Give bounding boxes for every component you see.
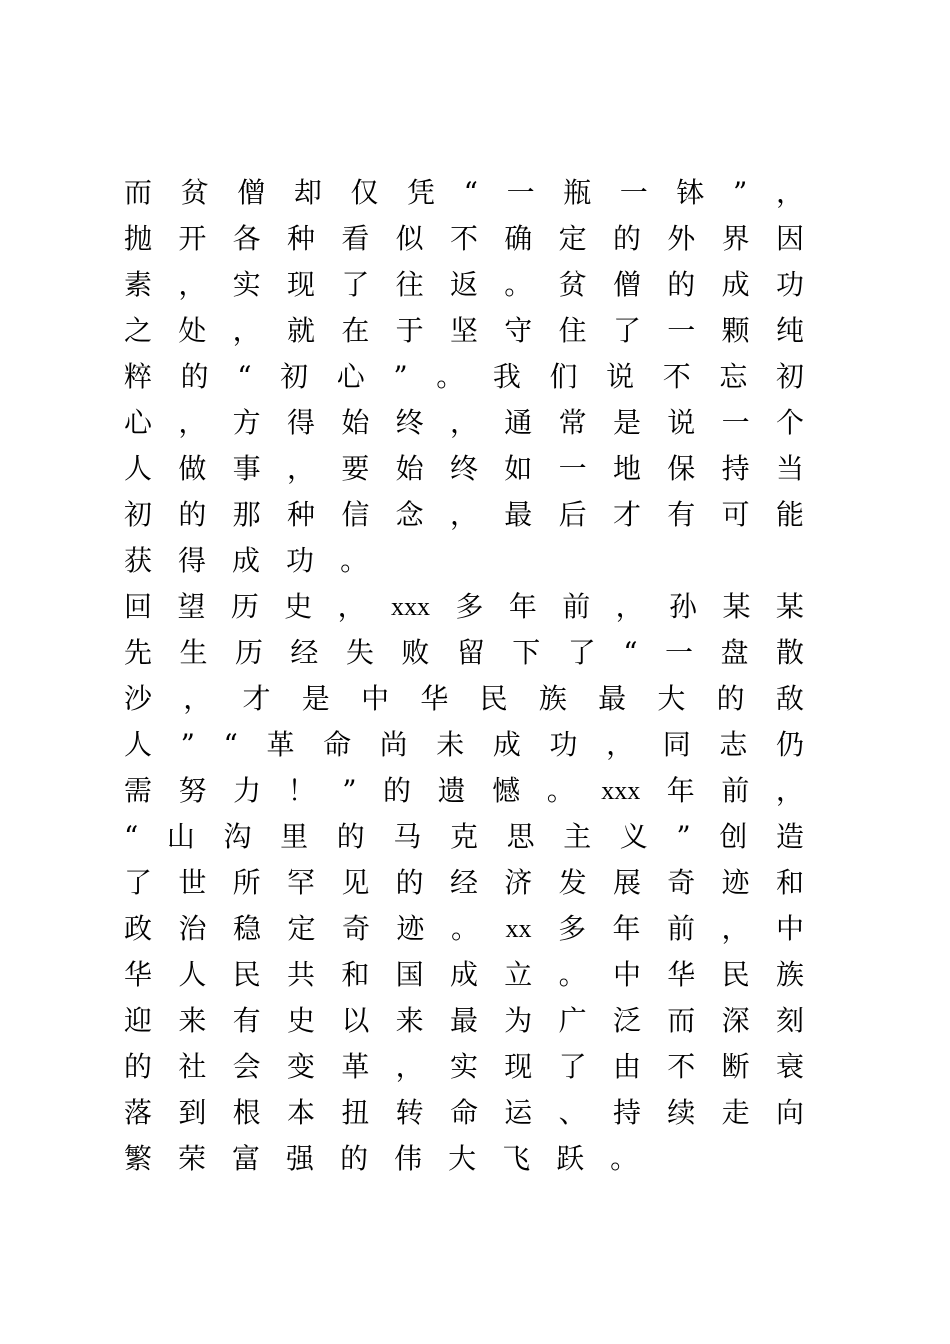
text-char: 做 xyxy=(178,452,207,485)
text-line xyxy=(124,262,804,308)
text-char: 需 xyxy=(124,774,153,807)
text-char: 憾 xyxy=(492,774,521,807)
text-char: 初 xyxy=(124,498,153,531)
text-char: 信 xyxy=(341,498,370,531)
text-char: 同 xyxy=(662,728,691,761)
text-char: 方 xyxy=(232,406,261,439)
text-char: 衰 xyxy=(775,1050,804,1083)
text-char: 罕 xyxy=(286,866,315,899)
text-char: 根 xyxy=(232,1096,261,1129)
text-char: 伟 xyxy=(394,1142,423,1175)
text-char: 成 xyxy=(449,958,478,991)
text-char: 奇 xyxy=(342,912,371,945)
text-char: 续 xyxy=(667,1096,696,1129)
text-char: 开 xyxy=(178,222,207,255)
text-char: 处 xyxy=(178,314,207,347)
text-char: 命 xyxy=(449,1096,478,1129)
text-char: 来 xyxy=(178,1004,207,1037)
text-char: 经 xyxy=(449,866,478,899)
text-char: 始 xyxy=(395,452,424,485)
text-char: 史 xyxy=(284,590,313,623)
text-char: 荣 xyxy=(178,1142,207,1175)
text-char: 、 xyxy=(558,1096,587,1129)
text-char: 前 xyxy=(562,590,591,623)
text-char: 深 xyxy=(721,1004,750,1037)
text-char: 孙 xyxy=(669,590,698,623)
text-char: 华 xyxy=(420,682,449,715)
text-char: 某 xyxy=(775,590,804,623)
text-char: 变 xyxy=(286,1050,315,1083)
text-char: 革 xyxy=(266,728,295,761)
text-char: 社 xyxy=(178,1050,207,1083)
text-char: 僧 xyxy=(612,268,641,301)
text-char: 持 xyxy=(721,452,750,485)
text-char: 中 xyxy=(612,958,641,991)
text-char: 造 xyxy=(775,820,804,853)
text-char: “ xyxy=(237,360,252,393)
text-char: 和 xyxy=(341,958,370,991)
text-char: 历 xyxy=(234,636,263,669)
text-char: 史 xyxy=(286,1004,315,1037)
text-char: 了 xyxy=(558,1050,587,1083)
text-char: 确 xyxy=(504,222,533,255)
text-char: ” xyxy=(676,820,691,853)
text-char: 初 xyxy=(775,360,804,393)
text-char: 主 xyxy=(563,820,592,853)
text-char: ， xyxy=(449,406,478,439)
text-char: 义 xyxy=(619,820,648,853)
text-char: 繁 xyxy=(124,1142,153,1175)
text-line xyxy=(124,768,804,814)
text-char: 沟 xyxy=(223,820,252,853)
text-char: 。 xyxy=(558,958,587,991)
text-char: ” xyxy=(180,728,195,761)
text-char: 思 xyxy=(506,820,535,853)
text-char: ， xyxy=(615,590,644,623)
text-char: 通 xyxy=(504,406,533,439)
text-char: 最 xyxy=(449,1004,478,1037)
text-char: 我 xyxy=(492,360,521,393)
text-char: 有 xyxy=(667,498,696,531)
text-char: 回 xyxy=(124,590,153,623)
text-char: 各 xyxy=(232,222,261,255)
text-char: 。 xyxy=(451,912,480,945)
text-char: 功 xyxy=(775,268,804,301)
text-char: 才 xyxy=(242,682,271,715)
text-char: 志 xyxy=(719,728,748,761)
text-line xyxy=(124,216,804,262)
text-char: 凭 xyxy=(407,176,436,209)
text-char: 落 xyxy=(124,1096,153,1129)
text-char: 多 xyxy=(557,912,586,945)
text-char: 一 xyxy=(667,314,696,347)
text-char: 。 xyxy=(546,774,575,807)
text-line xyxy=(124,1044,804,1090)
text-char: 有 xyxy=(232,1004,261,1037)
text-char: 的 xyxy=(716,682,745,715)
text-line xyxy=(124,492,804,538)
text-char: 留 xyxy=(456,636,485,669)
text-char: 仅 xyxy=(350,176,379,209)
text-char: 立 xyxy=(504,958,533,991)
text-char: 现 xyxy=(286,268,315,301)
text-char: xxx xyxy=(391,592,431,621)
text-char: 仍 xyxy=(775,728,804,761)
text-char: 政 xyxy=(124,912,153,945)
text-char: 走 xyxy=(721,1096,750,1129)
text-char: 住 xyxy=(558,314,587,347)
text-char: 坚 xyxy=(449,314,478,347)
text-char: 贫 xyxy=(558,268,587,301)
text-char: 始 xyxy=(341,406,370,439)
text-char: 说 xyxy=(606,360,635,393)
text-char: 的 xyxy=(178,498,207,531)
text-char: 定 xyxy=(287,912,316,945)
text-char: 国 xyxy=(395,958,424,991)
text-char: 后 xyxy=(558,498,587,531)
text-char: ， xyxy=(775,774,804,807)
text-char: 初 xyxy=(280,360,309,393)
text-line xyxy=(124,584,804,630)
text-char: 返 xyxy=(449,268,478,301)
text-char: 前 xyxy=(721,774,750,807)
text-char: 会 xyxy=(232,1050,261,1083)
text-char: 先 xyxy=(124,636,153,669)
text-char: ” xyxy=(393,360,408,393)
text-char: ， xyxy=(178,268,207,301)
text-char: 来 xyxy=(395,1004,424,1037)
text-char: 遗 xyxy=(437,774,466,807)
text-char: 了 xyxy=(341,268,370,301)
text-char: 得 xyxy=(178,544,207,577)
text-char: 了 xyxy=(567,636,596,669)
text-char: ， xyxy=(606,728,635,761)
text-char: 实 xyxy=(232,268,261,301)
text-char: 能 xyxy=(775,498,804,531)
text-char: 的 xyxy=(124,1050,153,1083)
text-char: 民 xyxy=(721,958,750,991)
text-char: “ xyxy=(463,176,478,209)
text-char: 之 xyxy=(124,314,153,347)
text-char: xx xyxy=(505,914,532,943)
text-char: 了 xyxy=(612,314,641,347)
text-char: 种 xyxy=(286,222,315,255)
text-char: 。 xyxy=(504,268,533,301)
text-char: 而 xyxy=(124,176,153,209)
text-char: 的 xyxy=(180,360,209,393)
text-char: 功 xyxy=(286,544,315,577)
text-char: 。 xyxy=(436,360,465,393)
text-char: 山 xyxy=(166,820,195,853)
text-char: 要 xyxy=(341,452,370,485)
text-line xyxy=(124,1090,804,1136)
text-char: 人 xyxy=(178,958,207,991)
text-char: 以 xyxy=(341,1004,370,1037)
text-char: ， xyxy=(286,452,315,485)
text-char: “ xyxy=(223,728,238,761)
text-char: 忘 xyxy=(719,360,748,393)
text-line xyxy=(124,676,804,722)
text-char: 创 xyxy=(719,820,748,853)
text-char: ” xyxy=(733,176,748,209)
text-char: 念 xyxy=(395,498,424,531)
text-char: 不 xyxy=(667,1050,696,1083)
text-char: 华 xyxy=(124,958,153,991)
text-char: 一 xyxy=(665,636,694,669)
text-char: 民 xyxy=(232,958,261,991)
text-char: 治 xyxy=(178,912,207,945)
text-char: 飞 xyxy=(502,1142,531,1175)
text-line xyxy=(124,354,804,400)
text-char: 盘 xyxy=(720,636,749,669)
text-char: 个 xyxy=(775,406,804,439)
text-char: 生 xyxy=(179,636,208,669)
text-char: 革 xyxy=(341,1050,370,1083)
text-char: 奇 xyxy=(667,866,696,899)
body-text xyxy=(124,170,804,1182)
text-char: ， xyxy=(337,590,366,623)
text-char: ， xyxy=(449,498,478,531)
text-char: 却 xyxy=(293,176,322,209)
text-char: 中 xyxy=(361,682,390,715)
text-char: 才 xyxy=(612,498,641,531)
text-char: 钵 xyxy=(676,176,705,209)
text-char: 而 xyxy=(667,1004,696,1037)
text-char: 跃 xyxy=(556,1142,585,1175)
text-char: ， xyxy=(775,176,804,209)
text-char: 展 xyxy=(612,866,641,899)
text-line xyxy=(124,906,804,952)
text-char: 大 xyxy=(657,682,686,715)
text-char: xxx xyxy=(601,776,641,805)
text-char: 成 xyxy=(721,268,750,301)
text-line xyxy=(124,170,804,216)
text-char: 华 xyxy=(667,958,696,991)
text-char: 为 xyxy=(504,1004,533,1037)
text-char: 尚 xyxy=(379,728,408,761)
text-char: 事 xyxy=(232,452,261,485)
text-line xyxy=(124,998,804,1044)
text-char: 下 xyxy=(512,636,541,669)
text-char: 保 xyxy=(667,452,696,485)
text-char: ， xyxy=(721,912,750,945)
text-char: 最 xyxy=(598,682,627,715)
text-char: 广 xyxy=(558,1004,587,1037)
text-char: 一 xyxy=(619,176,648,209)
text-char: 外 xyxy=(667,222,696,255)
text-char: 可 xyxy=(721,498,750,531)
text-char: 界 xyxy=(721,222,750,255)
text-char: 族 xyxy=(775,958,804,991)
text-char: 人 xyxy=(124,452,153,485)
text-line xyxy=(124,860,804,906)
text-char: 常 xyxy=(558,406,587,439)
text-char: 民 xyxy=(479,682,508,715)
text-line xyxy=(124,446,804,492)
text-char: “ xyxy=(623,636,638,669)
text-char: 共 xyxy=(286,958,315,991)
text-char: 贫 xyxy=(180,176,209,209)
text-char: 未 xyxy=(436,728,465,761)
text-char: “ xyxy=(124,820,139,853)
text-char: 守 xyxy=(504,314,533,347)
text-char: 实 xyxy=(449,1050,478,1083)
text-char: 人 xyxy=(124,728,153,761)
text-char: 败 xyxy=(401,636,430,669)
text-char: 刻 xyxy=(775,1004,804,1037)
text-char: ， xyxy=(178,406,207,439)
text-char: 所 xyxy=(232,866,261,899)
text-char: 粹 xyxy=(124,360,153,393)
text-char: 瓶 xyxy=(563,176,592,209)
text-line xyxy=(124,722,804,768)
text-char: 里 xyxy=(280,820,309,853)
text-char: 由 xyxy=(612,1050,641,1083)
text-char: 当 xyxy=(775,452,804,485)
text-char: 是 xyxy=(612,406,641,439)
text-char: 力 xyxy=(233,774,262,807)
text-char: 成 xyxy=(232,544,261,577)
text-char: 最 xyxy=(504,498,533,531)
text-char: 和 xyxy=(775,866,804,899)
text-char: 的 xyxy=(336,820,365,853)
text-char: 那 xyxy=(232,498,261,531)
text-char: 就 xyxy=(286,314,315,347)
text-char: 因 xyxy=(775,222,804,255)
text-char: 年 xyxy=(508,590,537,623)
text-char: 迎 xyxy=(124,1004,153,1037)
text-char: 转 xyxy=(395,1096,424,1129)
text-char: 沙 xyxy=(124,682,153,715)
text-char: 。 xyxy=(340,544,369,577)
text-char: ， xyxy=(395,1050,424,1083)
text-char: 在 xyxy=(341,314,370,347)
text-char: 看 xyxy=(341,222,370,255)
text-char: 们 xyxy=(549,360,578,393)
text-char: 僧 xyxy=(237,176,266,209)
text-char: 的 xyxy=(340,1142,369,1175)
text-char: 持 xyxy=(612,1096,641,1129)
text-char: 。 xyxy=(610,1142,639,1175)
text-char: 迹 xyxy=(721,866,750,899)
text-char: 的 xyxy=(667,268,696,301)
text-char: 的 xyxy=(383,774,412,807)
text-char: 不 xyxy=(662,360,691,393)
text-char: 发 xyxy=(558,866,587,899)
text-char: 了 xyxy=(124,866,153,899)
text-char: 马 xyxy=(393,820,422,853)
text-char: 多 xyxy=(455,590,484,623)
text-char: 迹 xyxy=(396,912,425,945)
text-char: 定 xyxy=(558,222,587,255)
text-line xyxy=(124,538,804,584)
text-char: 济 xyxy=(504,866,533,899)
text-char: 种 xyxy=(286,498,315,531)
text-char: 功 xyxy=(549,728,578,761)
text-line xyxy=(124,630,804,676)
text-char: 往 xyxy=(395,268,424,301)
text-char: 见 xyxy=(341,866,370,899)
text-char: 运 xyxy=(504,1096,533,1129)
text-char: 终 xyxy=(449,452,478,485)
text-char: 断 xyxy=(721,1050,750,1083)
text-char: 心 xyxy=(336,360,365,393)
text-char: 一 xyxy=(721,406,750,439)
text-char: 获 xyxy=(124,544,153,577)
text-line xyxy=(124,400,804,446)
text-char: 如 xyxy=(504,452,533,485)
text-char: 敌 xyxy=(775,682,804,715)
text-char: 地 xyxy=(612,452,641,485)
text-char: 现 xyxy=(504,1050,533,1083)
text-char: 富 xyxy=(232,1142,261,1175)
text-char: 大 xyxy=(448,1142,477,1175)
text-char: 泛 xyxy=(612,1004,641,1037)
text-char: 向 xyxy=(775,1096,804,1129)
text-char: 不 xyxy=(449,222,478,255)
text-char: 素 xyxy=(124,268,153,301)
text-char: ， xyxy=(232,314,261,347)
text-line xyxy=(124,814,804,860)
text-char: 努 xyxy=(178,774,207,807)
text-line xyxy=(124,1136,804,1182)
text-char: 经 xyxy=(290,636,319,669)
text-char: 克 xyxy=(449,820,478,853)
text-char: 一 xyxy=(506,176,535,209)
text-char: 得 xyxy=(286,406,315,439)
text-char: 的 xyxy=(612,222,641,255)
text-char: 心 xyxy=(124,406,153,439)
text-char: 似 xyxy=(395,222,424,255)
text-char: 抛 xyxy=(124,222,153,255)
text-char: 稳 xyxy=(233,912,262,945)
text-char: 终 xyxy=(395,406,424,439)
text-char: 颗 xyxy=(721,314,750,347)
text-char: 命 xyxy=(323,728,352,761)
text-char: 扭 xyxy=(341,1096,370,1129)
text-char: 于 xyxy=(395,314,424,347)
text-char: 散 xyxy=(775,636,804,669)
text-char: 纯 xyxy=(775,314,804,347)
text-char: 是 xyxy=(301,682,330,715)
text-char: 历 xyxy=(230,590,259,623)
text-char: 说 xyxy=(667,406,696,439)
text-char: 族 xyxy=(538,682,567,715)
text-char: 失 xyxy=(345,636,374,669)
text-char: 望 xyxy=(177,590,206,623)
text-char: 某 xyxy=(722,590,751,623)
text-line xyxy=(124,952,804,998)
text-line xyxy=(124,308,804,354)
text-char: 强 xyxy=(286,1142,315,1175)
text-char: 到 xyxy=(178,1096,207,1129)
text-char: 世 xyxy=(178,866,207,899)
text-char: 年 xyxy=(612,912,641,945)
text-char: ” xyxy=(342,774,357,807)
text-char: 成 xyxy=(492,728,521,761)
text-char: 中 xyxy=(775,912,804,945)
text-char: 一 xyxy=(558,452,587,485)
text-char: 年 xyxy=(666,774,695,807)
text-char: 本 xyxy=(286,1096,315,1129)
text-char: 的 xyxy=(395,866,424,899)
text-char: ！ xyxy=(287,774,316,807)
text-char: 前 xyxy=(666,912,695,945)
text-char: ， xyxy=(183,682,212,715)
